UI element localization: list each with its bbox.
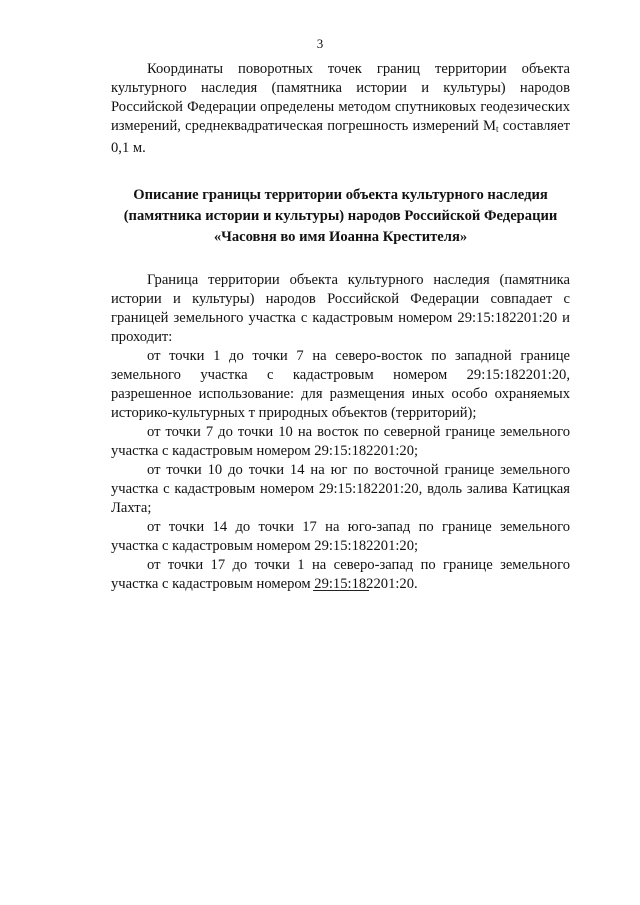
end-divider-line [313,590,369,591]
boundary-segment-1-7: от точки 1 до точки 7 на северо-восток по западной границе земельного участка с кадастровым номером 29:15:182201:20, разрешенное использование: для размещения иных особо охраняемых историко-культурных т природных объектов (территорий); [111,348,570,421]
boundary-segment-10-14: от точки 10 до точки 14 на юг по восточной границе земельного участка с кадастровым номером 29:15:182201:20, вдоль залива Катицкая Лахта; [111,462,570,516]
intro-text: Координаты поворотных точек границ территории объекта культурного наследия (памятника истории и культуры) народов Российской Федерации определены методом спутниковых геодезических измерений, среднеквадратическая погрешность измерений M [111,61,570,134]
boundary-segment-7-10: от точки 7 до точки 10 на восток по северной границе земельного участка с кадастровым номером 29:15:182201:20; [111,424,570,459]
intro-paragraph [111,60,570,158]
section-heading [111,185,570,248]
measurement-error-subscript: t [496,124,499,134]
document-content [111,60,570,594]
boundary-paragraph: Граница территории объекта культурного наследия (памятника истории и культуры) народов Российской Федерации совпадает с границей земельного участка с кадастровым номером 29:15:182201:20 и проходит: [111,272,570,345]
intro-text-end: составляет 0,1 м. [111,118,570,156]
heading-line-3: «Часовня во имя Иоанна Крестителя» [213,229,468,245]
boundary-segment-17-1: от точки 17 до точки 1 на северо-запад по границе земельного участка с кадастровым номером 29:15:182201:20. [111,557,570,592]
heading-line-2: (памятника истории и культуры) народов Российской Федерации [123,208,558,224]
heading-line-1: Описание границы территории объекта культурного наследия [133,187,548,203]
boundary-segment-14-17: от точки 14 до точки 17 на юго-запад по границе земельного участка с кадастровым номером 29:15:182201:20; [111,519,570,554]
page-number: 3 [316,36,324,51]
